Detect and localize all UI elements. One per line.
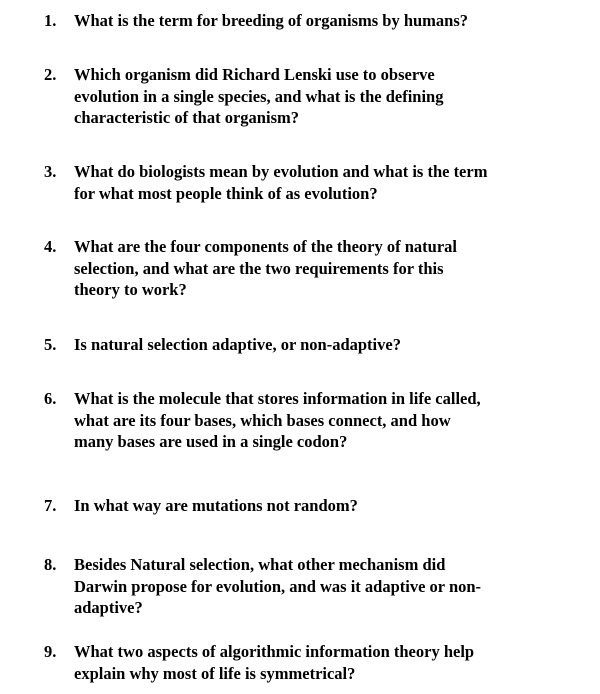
question-text	[74, 161, 554, 204]
question-line: Is natural selection adaptive, or non-adaptive?	[74, 335, 401, 354]
question-line: adaptive?	[74, 598, 143, 617]
question-text	[74, 495, 554, 517]
question-line: In what way are mutations not random?	[74, 496, 358, 515]
question-number: 7.	[44, 496, 57, 515]
question-number: 5.	[44, 335, 57, 354]
question-line: What do biologists mean by evolution and what is the term	[74, 162, 488, 181]
question-number: 2.	[44, 65, 57, 84]
question-line: theory to work?	[74, 280, 187, 299]
question-number: 4.	[44, 237, 57, 256]
question-line: Which organism did Richard Lenski use to observe	[74, 65, 435, 84]
question-line: What two aspects of algorithmic information theory help	[74, 642, 475, 661]
question-text	[74, 10, 554, 32]
question-line: what are its four bases, which bases connect, and how	[74, 410, 451, 430]
question-line: selection, and what are the two requirements for this	[74, 258, 444, 278]
question-line: What is the term for breeding of organisms by humans?	[74, 11, 469, 30]
question-line: for what most people think of as evolution?	[74, 183, 378, 203]
question-line: characteristic of that organism?	[74, 108, 299, 127]
question-number: 6.	[44, 389, 57, 408]
question-line: explain why most of life is symmetrical?	[74, 663, 356, 683]
question-text	[74, 388, 554, 453]
question-text	[74, 641, 554, 684]
question-line: What are the four components of the theory of natural	[74, 237, 457, 256]
question-line: Besides Natural selection, what other mechanism did	[74, 555, 446, 574]
question-line: evolution in a single species, and what is the defining	[74, 86, 444, 106]
question-text	[74, 334, 554, 356]
question-text	[74, 554, 554, 619]
question-number: 1.	[44, 11, 57, 30]
question-line: many bases are used in a single codon?	[74, 432, 348, 451]
question-text	[74, 236, 554, 301]
question-text	[74, 64, 554, 129]
question-line: What is the molecule that stores information in life called,	[74, 389, 481, 408]
question-line: Darwin propose for evolution, and was it adaptive or non-	[74, 576, 482, 596]
question-number: 8.	[44, 555, 57, 574]
question-number: 9.	[44, 642, 57, 661]
question-number: 3.	[44, 162, 57, 181]
